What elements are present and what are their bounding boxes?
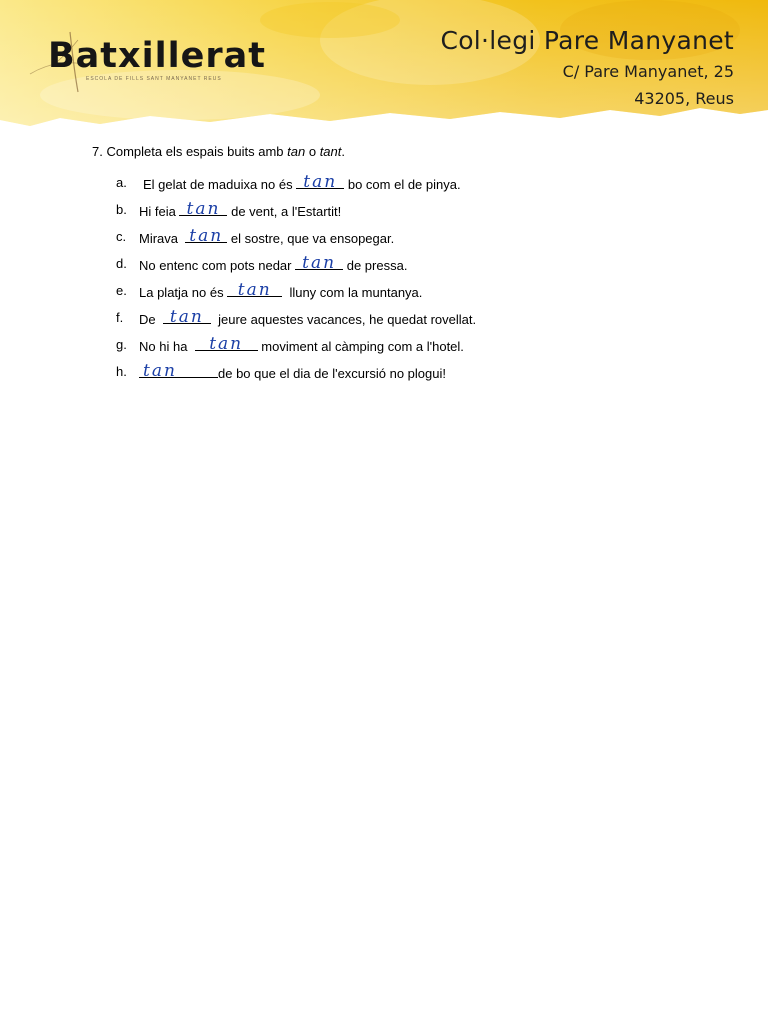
exercise-instruction: 7. Completa els espais buits amb tan o tant. bbox=[92, 144, 345, 159]
school-info bbox=[440, 24, 734, 112]
answer-blank[interactable]: tan bbox=[195, 336, 258, 351]
logo-tagline: ESCOLA DE FILLS SANT MANYANET REUS bbox=[86, 76, 222, 82]
answer-blank[interactable]: tan bbox=[139, 363, 218, 378]
answer-blank[interactable]: tan bbox=[179, 201, 227, 216]
batxillerat-logo: Batxillerat bbox=[48, 36, 266, 76]
exercise-7: 7. Completa els espais buits amb tan o tant. a. El gelat de maduixa no és tan bo com el de pinya. b. Hi feia tan de vent, a l'Estartit! c. Mirava tan el sostre, que va ensopegar. d. No entenc com pots nedar tan de pressa. e. La platja no és tan lluny com la muntanya. f. De tan jeure aquestes vacances, he quedat rovellat. g. No hi ha tan moviment al càmping com a l'hotel. h. tan de bo que el dia de l'excursió no plogui! bbox=[92, 143, 712, 161]
answer-blank[interactable]: tan bbox=[227, 282, 282, 297]
answer-blank[interactable]: tan bbox=[163, 309, 211, 324]
answer-blank[interactable]: tan bbox=[296, 174, 344, 189]
answer-blank[interactable]: tan bbox=[295, 255, 343, 270]
school-address: C/ Pare Manyanet, 25 bbox=[562, 62, 734, 81]
page-header bbox=[0, 0, 768, 135]
school-city: 43205, Reus bbox=[634, 89, 734, 108]
school-name: Col·legi Pare Manyanet bbox=[440, 26, 734, 55]
answer-blank[interactable]: tan bbox=[185, 228, 227, 243]
